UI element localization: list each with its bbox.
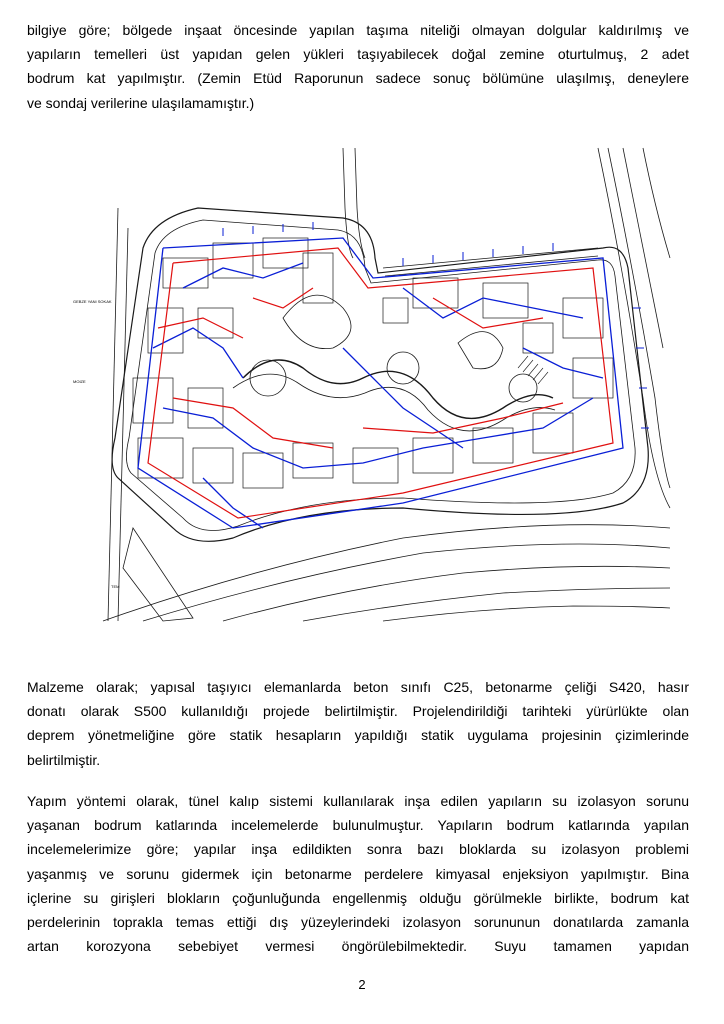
road-label: TEM: [111, 584, 120, 589]
text-line: donatı olarak S500 kullanıldığı projede belirtilmiştir. Projelendirildiği tarihteki yürürlükte olan: [27, 703, 689, 720]
text-line: perdelerinin toprakla temas ettiği dış yüzeylerindeki izolasyon sorununun donatılarda zamanla: [27, 914, 689, 931]
text-line: yaşanmış ve sorunu gidermek için betonarme perdelere kimyasal enjeksiyon yapılmıştır. Bina: [27, 865, 689, 882]
text-line: yapıların temelleri üst yapıdan gelen yükleri taşıyabilecek doğal zemine oturtulmuş, 2 adet: [27, 46, 689, 63]
text-line: içlerine su girişleri blokların çoğunluğunda engellenmiş olduğu görülmekle birlikte, bodrum kat: [27, 889, 689, 906]
text-line: bilgiye göre; bölgede inşaat öncesinde yapılan taşıma niteliği olmayan dolgular kaldırılmış ve: [27, 22, 689, 38]
text-line: artan korozyona sebebiyet vermesi öngörülebilmektedir. Suyu tamamen yapıdan: [27, 938, 689, 955]
paragraph-material: [27, 675, 689, 772]
text-line: bodrum kat yapılmıştır. (Zemin Etüd Raporunun sadece sonuç bölümüne ulaşılmış, deneylere: [27, 70, 689, 87]
page-number: 2: [358, 977, 366, 992]
text-line: deprem yönetmeliğine göre statik hesapların yapıldığı statik uygulama projesinin çizimlerinde: [27, 727, 689, 744]
text-line: belirtilmiştir.: [27, 751, 101, 768]
text-line: incelemelerimize göre; yapılar inşa edildikten sonra bazı bloklarda su izolasyon problemi: [27, 841, 689, 858]
road-label: GEBZE YANI SOKAK: [73, 299, 112, 304]
paragraph-intro: [27, 18, 689, 115]
text-line: Yapım yöntemi olarak, tünel kalıp sistemi kullanılarak inşa edilen yapıların su izolasyon sorunu: [27, 793, 689, 809]
text-line: ve sondaj verilerine ulaşılamamıştır.): [27, 94, 255, 111]
text-line: yaşanan bodrum katlarında incelemelerde bulunulmuştur. Yapıların bodrum katlarında yapılan: [27, 817, 689, 834]
road-label: MOIZE: [73, 379, 86, 384]
text-line: Malzeme olarak; yapısal taşıyıcı elemanlarda beton sınıfı C25, betonarme çeliği S420, hasır: [27, 679, 689, 695]
paragraph-method: [27, 789, 689, 958]
site-plan-drawing: [73, 148, 670, 621]
